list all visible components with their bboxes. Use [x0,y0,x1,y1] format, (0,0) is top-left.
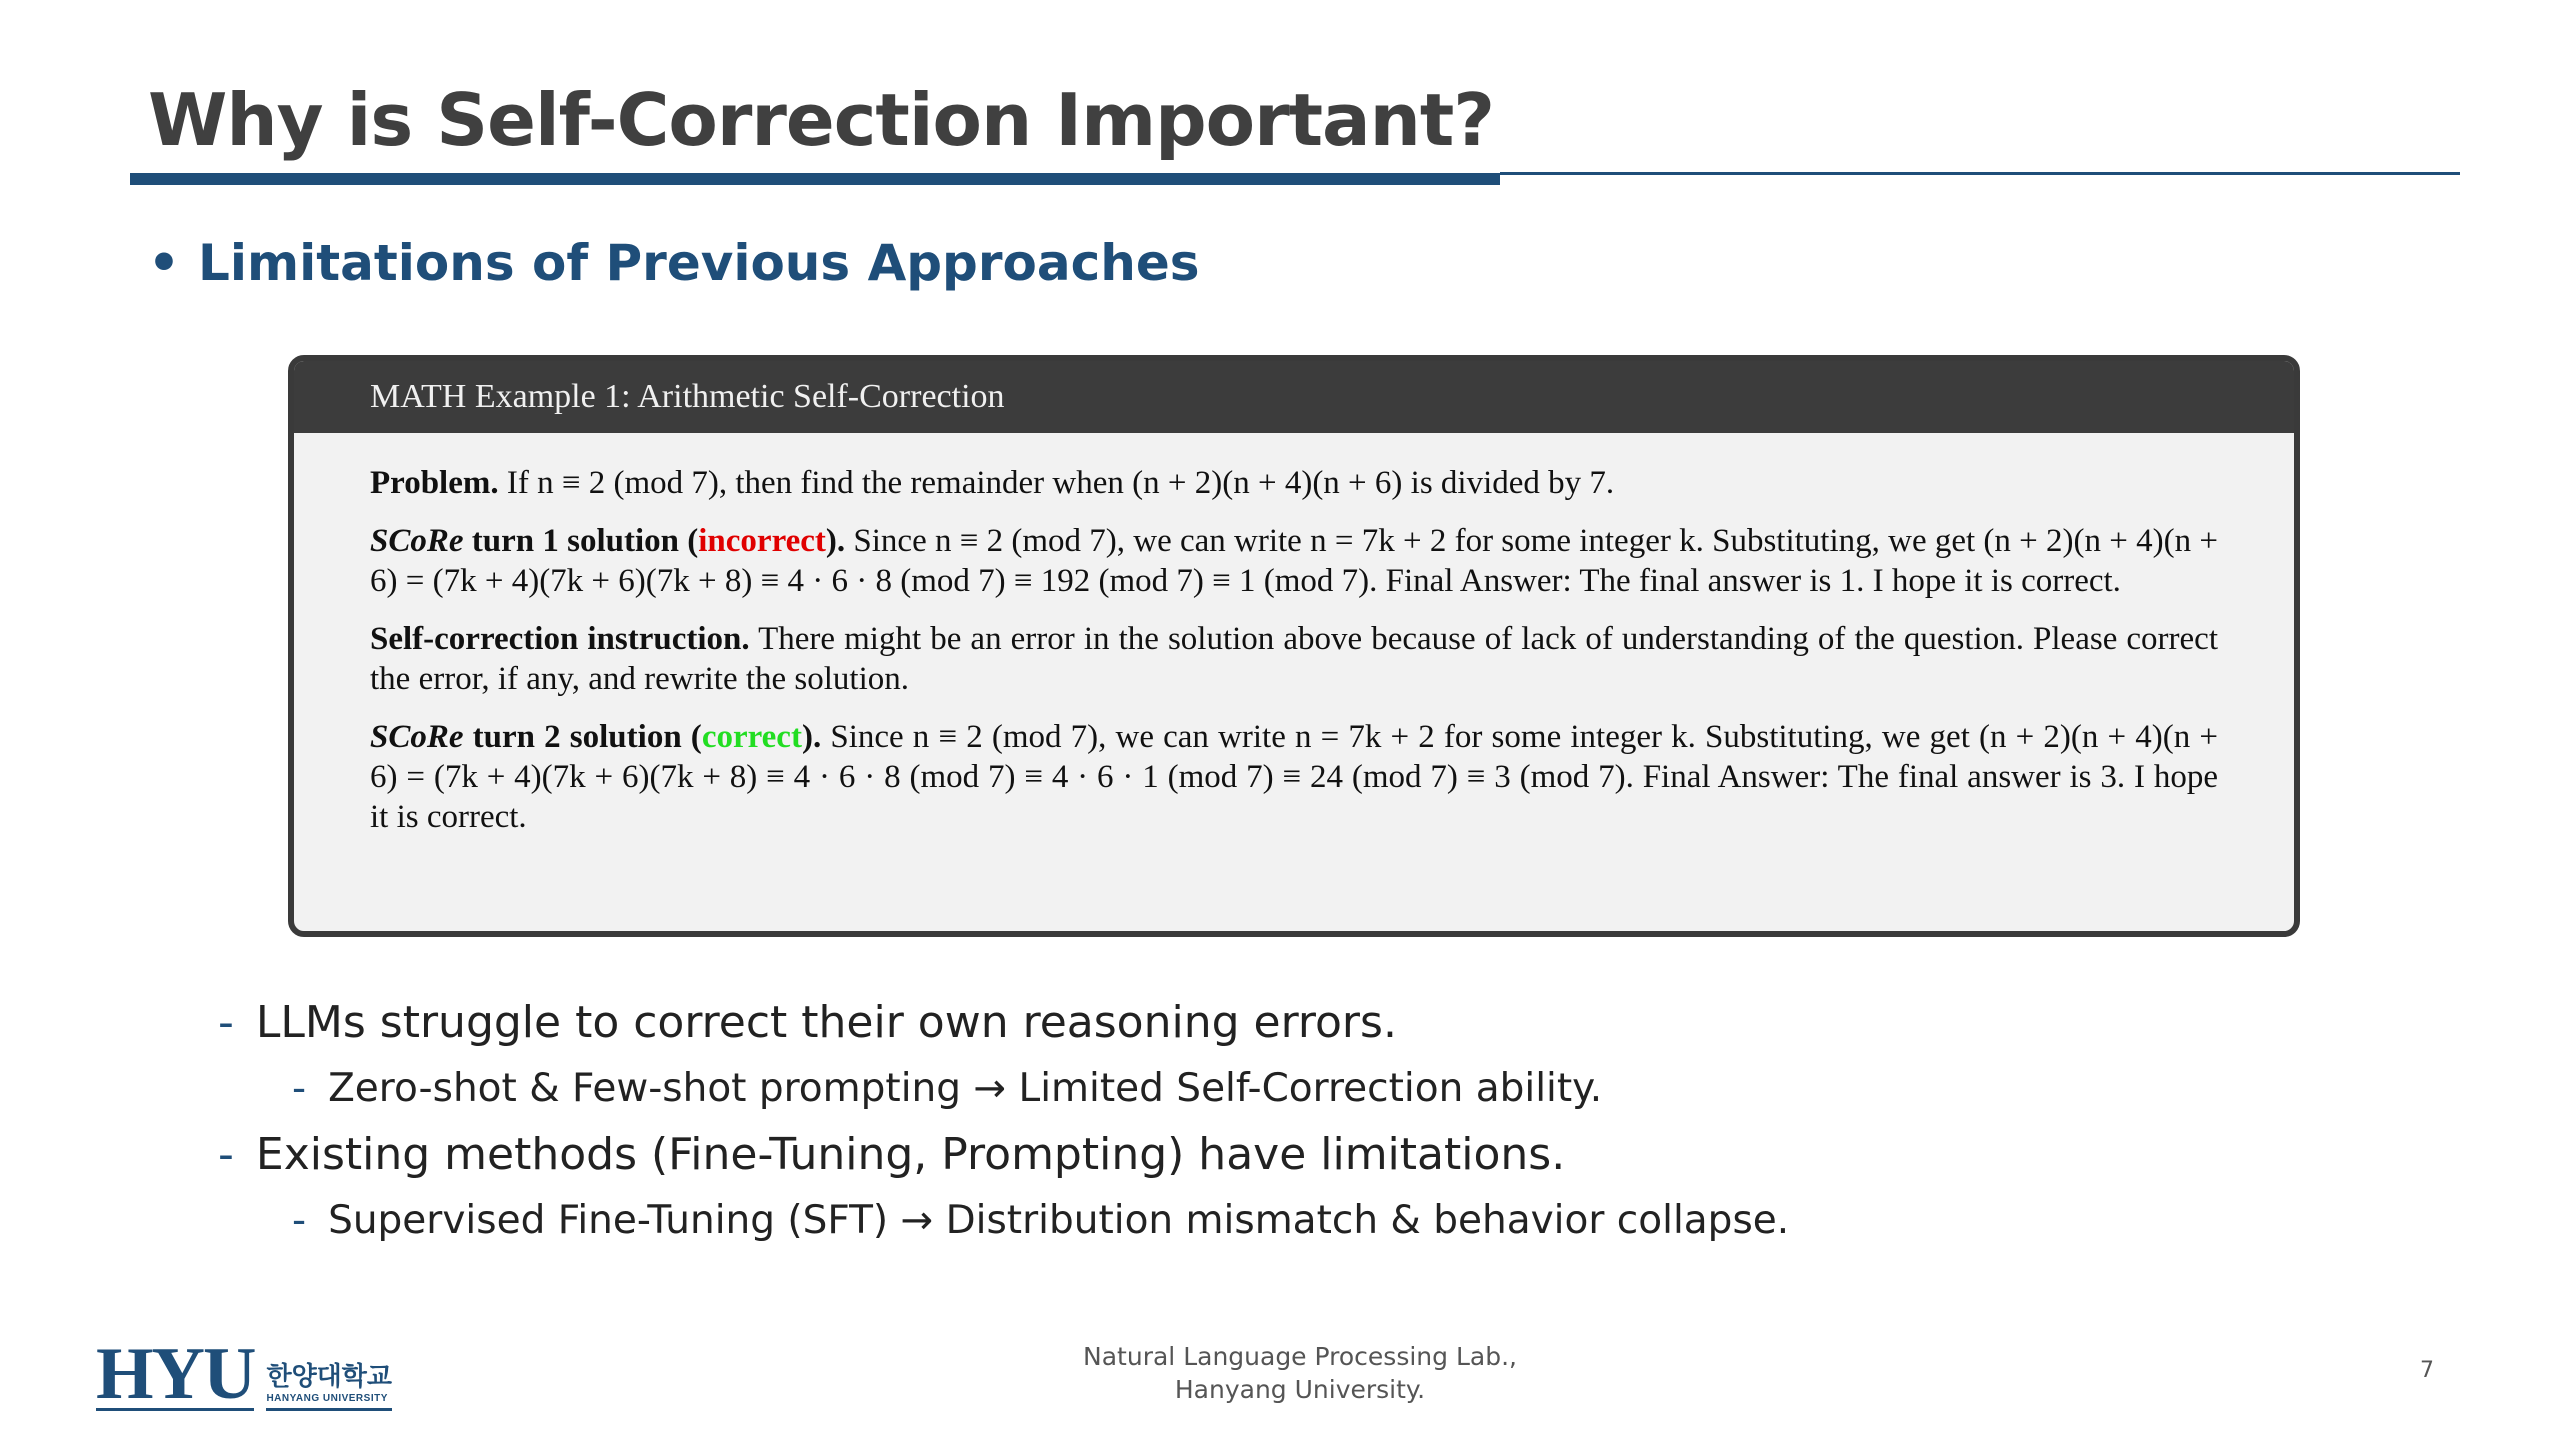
logo-side-text [266,1360,392,1411]
instruction-label: Self-correction instruction. [370,621,750,657]
slide-title: Why is Self-Correction Important? [148,78,1495,162]
math-example-body [294,433,2294,837]
bullet-list [218,990,1789,1254]
sub-list-item-text: Zero-shot & Few-shot prompting → Limited Self-Correction ability. [328,1066,1603,1111]
sub-list-dash: - [292,1198,307,1243]
footer-lab-name [1000,1340,1600,1406]
math-example-box [288,355,2300,937]
turn1-label-rest: turn 1 solution ( [463,523,699,559]
instruction-text: There might be an error in the solution above because of lack of understanding of the question. Please correct the error, if any, and rewrite the solution. [370,621,2218,697]
turn2-close: ). [801,719,822,755]
logo-english-name: HANYANG UNIVERSITY [266,1393,388,1404]
turn1-paragraph [370,521,2218,601]
instruction-paragraph [370,619,2218,699]
list-dash: - [218,1129,234,1180]
sub-list-item [292,1056,1789,1122]
section-heading-text: Limitations of Previous Approaches [197,234,1200,292]
problem-text: If n ≡ 2 (mod 7), then find the remainder when (n + 2)(n + 4)(n + 6) is divided by 7. [498,465,1615,501]
list-item-text: LLMs struggle to correct their own reasoning errors. [255,997,1397,1048]
section-bullet: • [148,234,180,292]
turn1-close: ). [825,523,846,559]
turn1-label-italic: SCoRe [370,523,464,559]
hanyang-logo [96,1333,393,1415]
turn2-text: Since n ≡ 2 (mod 7), we can write n = 7k + 2 for some integer k. Substituting, we get (n + 2)(n + 4)(n + 6) = (7k + 4)(7k + 6)(7k + 8) ≡ 4 · 6 · 8 (mod 7) ≡ 4 · 6 · 1 (mod 7) ≡ 24 (mod 7) ≡ 3 (mod 7). Final Answer: The final answer is 3. I hope it is correct. [370,719,2218,835]
sub-list-dash: - [292,1066,307,1111]
footer-line-1: Natural Language Processing Lab., [1083,1342,1517,1371]
turn2-label-italic: SCoRe [370,719,464,755]
turn2-paragraph [370,717,2218,837]
problem-paragraph [370,463,2218,503]
list-item [218,990,1789,1056]
problem-label: Problem. [370,465,499,501]
list-item-text: Existing methods (Fine-Tuning, Prompting) have limitations. [255,1129,1566,1180]
logo-hyu-text: HYU [96,1333,255,1415]
title-underline-thin [1500,172,2460,175]
turn2-label-rest: turn 2 solution ( [463,719,702,755]
sub-list-item-text: Supervised Fine-Tuning (SFT) → Distribution mismatch & behavior collapse. [328,1198,1790,1243]
logo-korean-name: 한양대학교 [266,1361,393,1391]
turn2-status: correct [701,719,802,755]
footer-line-2: Hanyang University. [1174,1375,1426,1404]
turn1-text: Since n ≡ 2 (mod 7), we can write n = 7k + 2 for some integer k. Substituting, we get (n + 2)(n + 4)(n + 6) = (7k + 4)(7k + 6)(7k + 8) ≡ 4 · 6 · 8 (mod 7) ≡ 192 (mod 7) ≡ 1 (mod 7). Final Answer: The final answer is 1. I hope it is correct. [370,523,2218,599]
page-number: 7 [2420,1358,2434,1383]
title-underline-thick [130,173,1500,185]
section-heading [148,228,1200,298]
math-example-header: MATH Example 1: Arithmetic Self-Correction [294,361,2294,433]
turn1-status: incorrect [698,523,826,559]
sub-list-item [292,1188,1789,1254]
list-dash: - [218,997,234,1048]
list-item [218,1122,1789,1188]
